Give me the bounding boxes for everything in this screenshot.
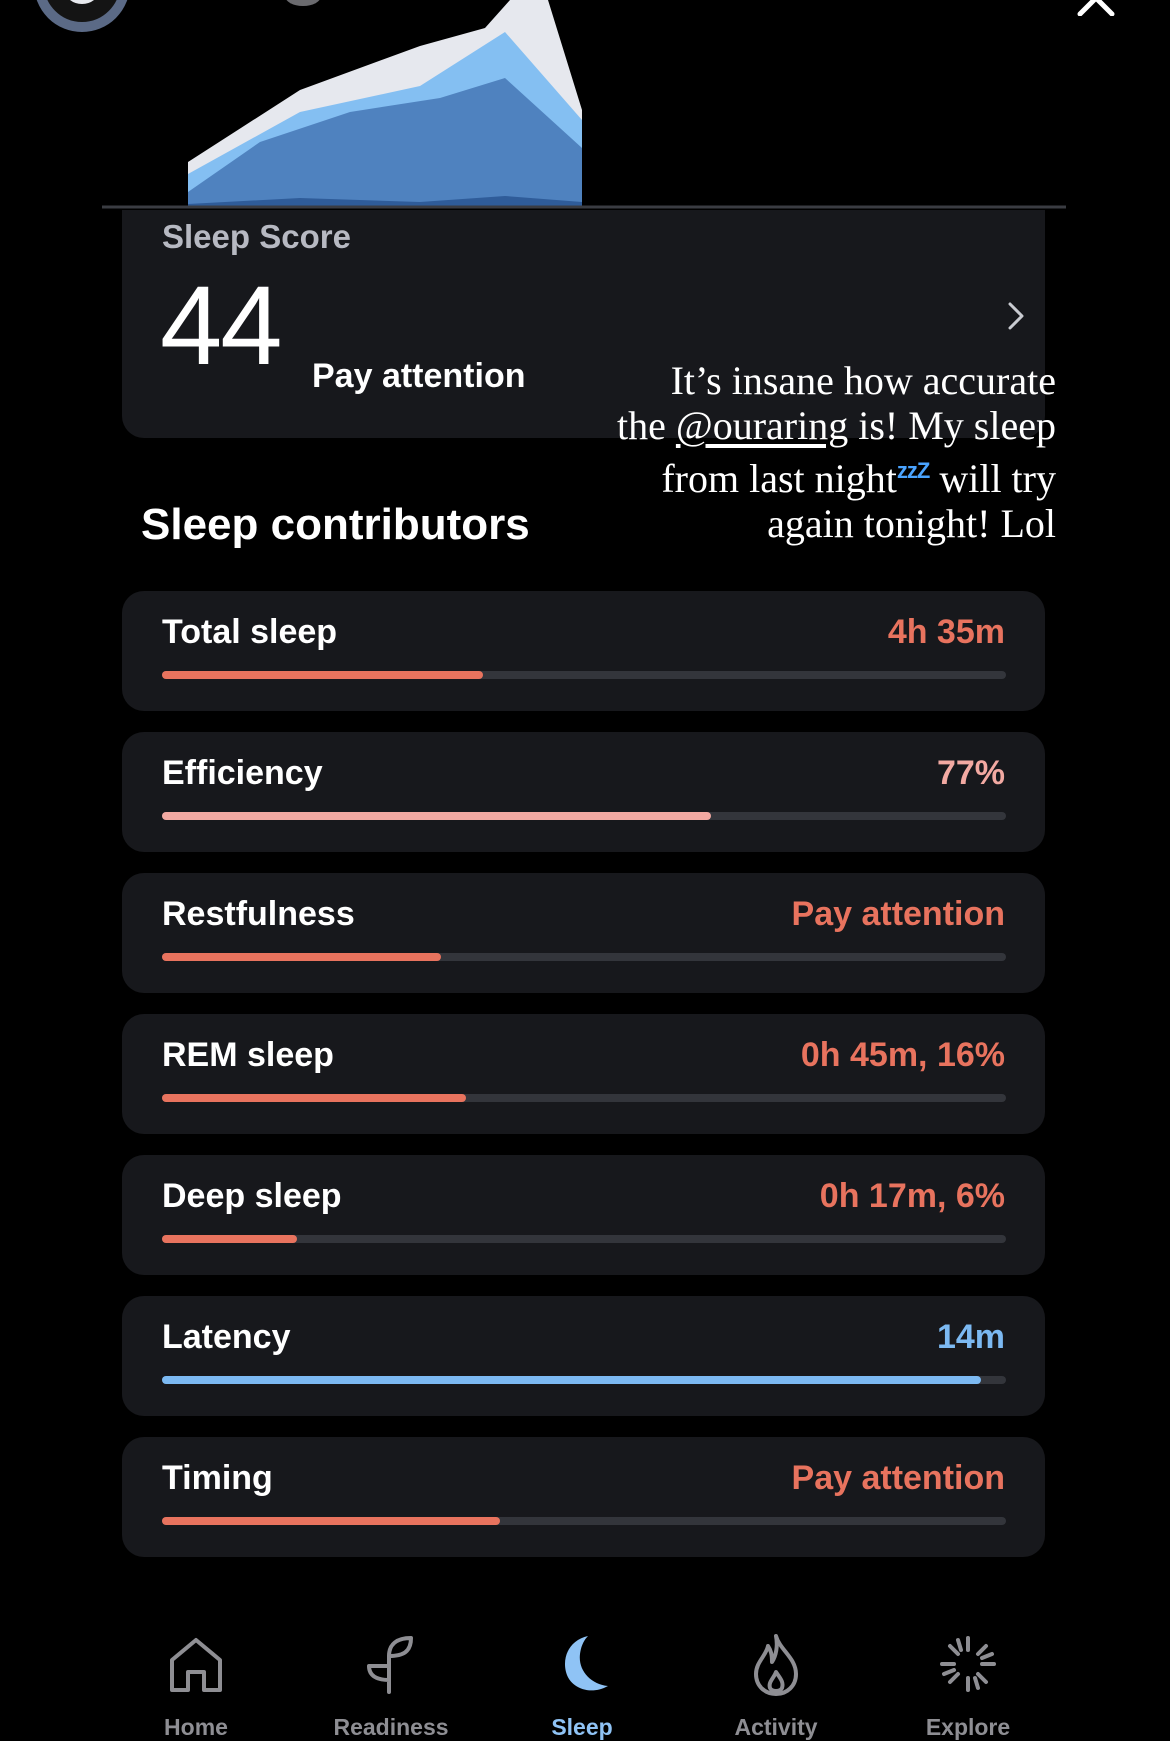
story-caption [590, 358, 1056, 546]
contributor-progress-track [162, 671, 1006, 679]
sparkle-icon [938, 1632, 998, 1696]
sleep-score-status: Pay attention [312, 357, 526, 395]
sleep-contributors-heading: Sleep contributors [141, 500, 530, 549]
contributor-card-efficiency[interactable] [122, 732, 1045, 852]
contributor-value: 4h 35m [887, 613, 1005, 651]
contributor-progress-track [162, 1517, 1006, 1525]
sleep-score-value: 44 [160, 263, 281, 388]
contributor-label: Latency [162, 1318, 291, 1356]
contributor-progress-track [162, 1235, 1006, 1243]
nav-label: Home [164, 1714, 228, 1740]
sleep-stages-chart [0, 0, 1170, 215]
caption-line-2: the @ouraring is! My sleep [617, 403, 1056, 448]
contributor-progress-fill [162, 1376, 981, 1384]
contributor-card-latency[interactable] [122, 1296, 1045, 1416]
sleep-score-label: Sleep Score [162, 218, 351, 255]
contributor-progress-fill [162, 671, 483, 679]
nav-label: Readiness [333, 1714, 449, 1740]
sleeping-zzz-icon: zzZ [896, 458, 930, 483]
chevron-right-icon[interactable] [1002, 296, 1032, 341]
caption-line-1: It’s insane how accurate [670, 358, 1056, 403]
contributor-label: Timing [162, 1459, 273, 1497]
contributor-card-timing[interactable] [122, 1437, 1045, 1557]
contributor-card-restfulness[interactable] [122, 873, 1045, 993]
contributor-label: Total sleep [162, 613, 338, 651]
home-icon [166, 1632, 226, 1696]
contributor-value: 0h 17m, 6% [819, 1177, 1005, 1215]
contributor-value: Pay attention [791, 1459, 1005, 1497]
contributor-value: 14m [936, 1318, 1005, 1356]
contributor-value: 77% [936, 754, 1005, 792]
contributor-label: REM sleep [162, 1036, 334, 1074]
contributor-label: Efficiency [162, 754, 323, 792]
caption-line-4: again tonight! Lol [767, 501, 1056, 546]
contributor-card-deep-sleep[interactable] [122, 1155, 1045, 1275]
nav-label: Activity [734, 1714, 818, 1740]
ouraring-mention-link[interactable]: @ouraring [675, 403, 849, 448]
flame-icon [746, 1632, 806, 1696]
sprout-icon [361, 1632, 421, 1696]
contributor-value: Pay attention [791, 895, 1005, 933]
contributor-progress-fill [162, 1235, 297, 1243]
contributor-label: Restfulness [162, 895, 355, 933]
contributor-progress-fill [162, 812, 711, 820]
contributor-label: Deep sleep [162, 1177, 342, 1215]
nav-label: Explore [925, 1714, 1011, 1740]
contributor-progress-fill [162, 953, 441, 961]
contributor-card-rem-sleep[interactable] [122, 1014, 1045, 1134]
contributor-progress-track [162, 812, 1006, 820]
caption-line-3: from last night$^{zzZ}$ will try [661, 456, 1056, 501]
moon-icon [552, 1632, 612, 1696]
contributor-progress-fill [162, 1094, 466, 1102]
contributor-progress-fill [162, 1517, 500, 1525]
contributor-card-total-sleep[interactable] [122, 591, 1045, 711]
contributor-progress-track [162, 1376, 1006, 1384]
nav-label: Sleep [551, 1714, 613, 1740]
contributor-progress-track [162, 1094, 1006, 1102]
contributor-progress-track [162, 953, 1006, 961]
contributor-value: 0h 45m, 16% [800, 1036, 1005, 1074]
